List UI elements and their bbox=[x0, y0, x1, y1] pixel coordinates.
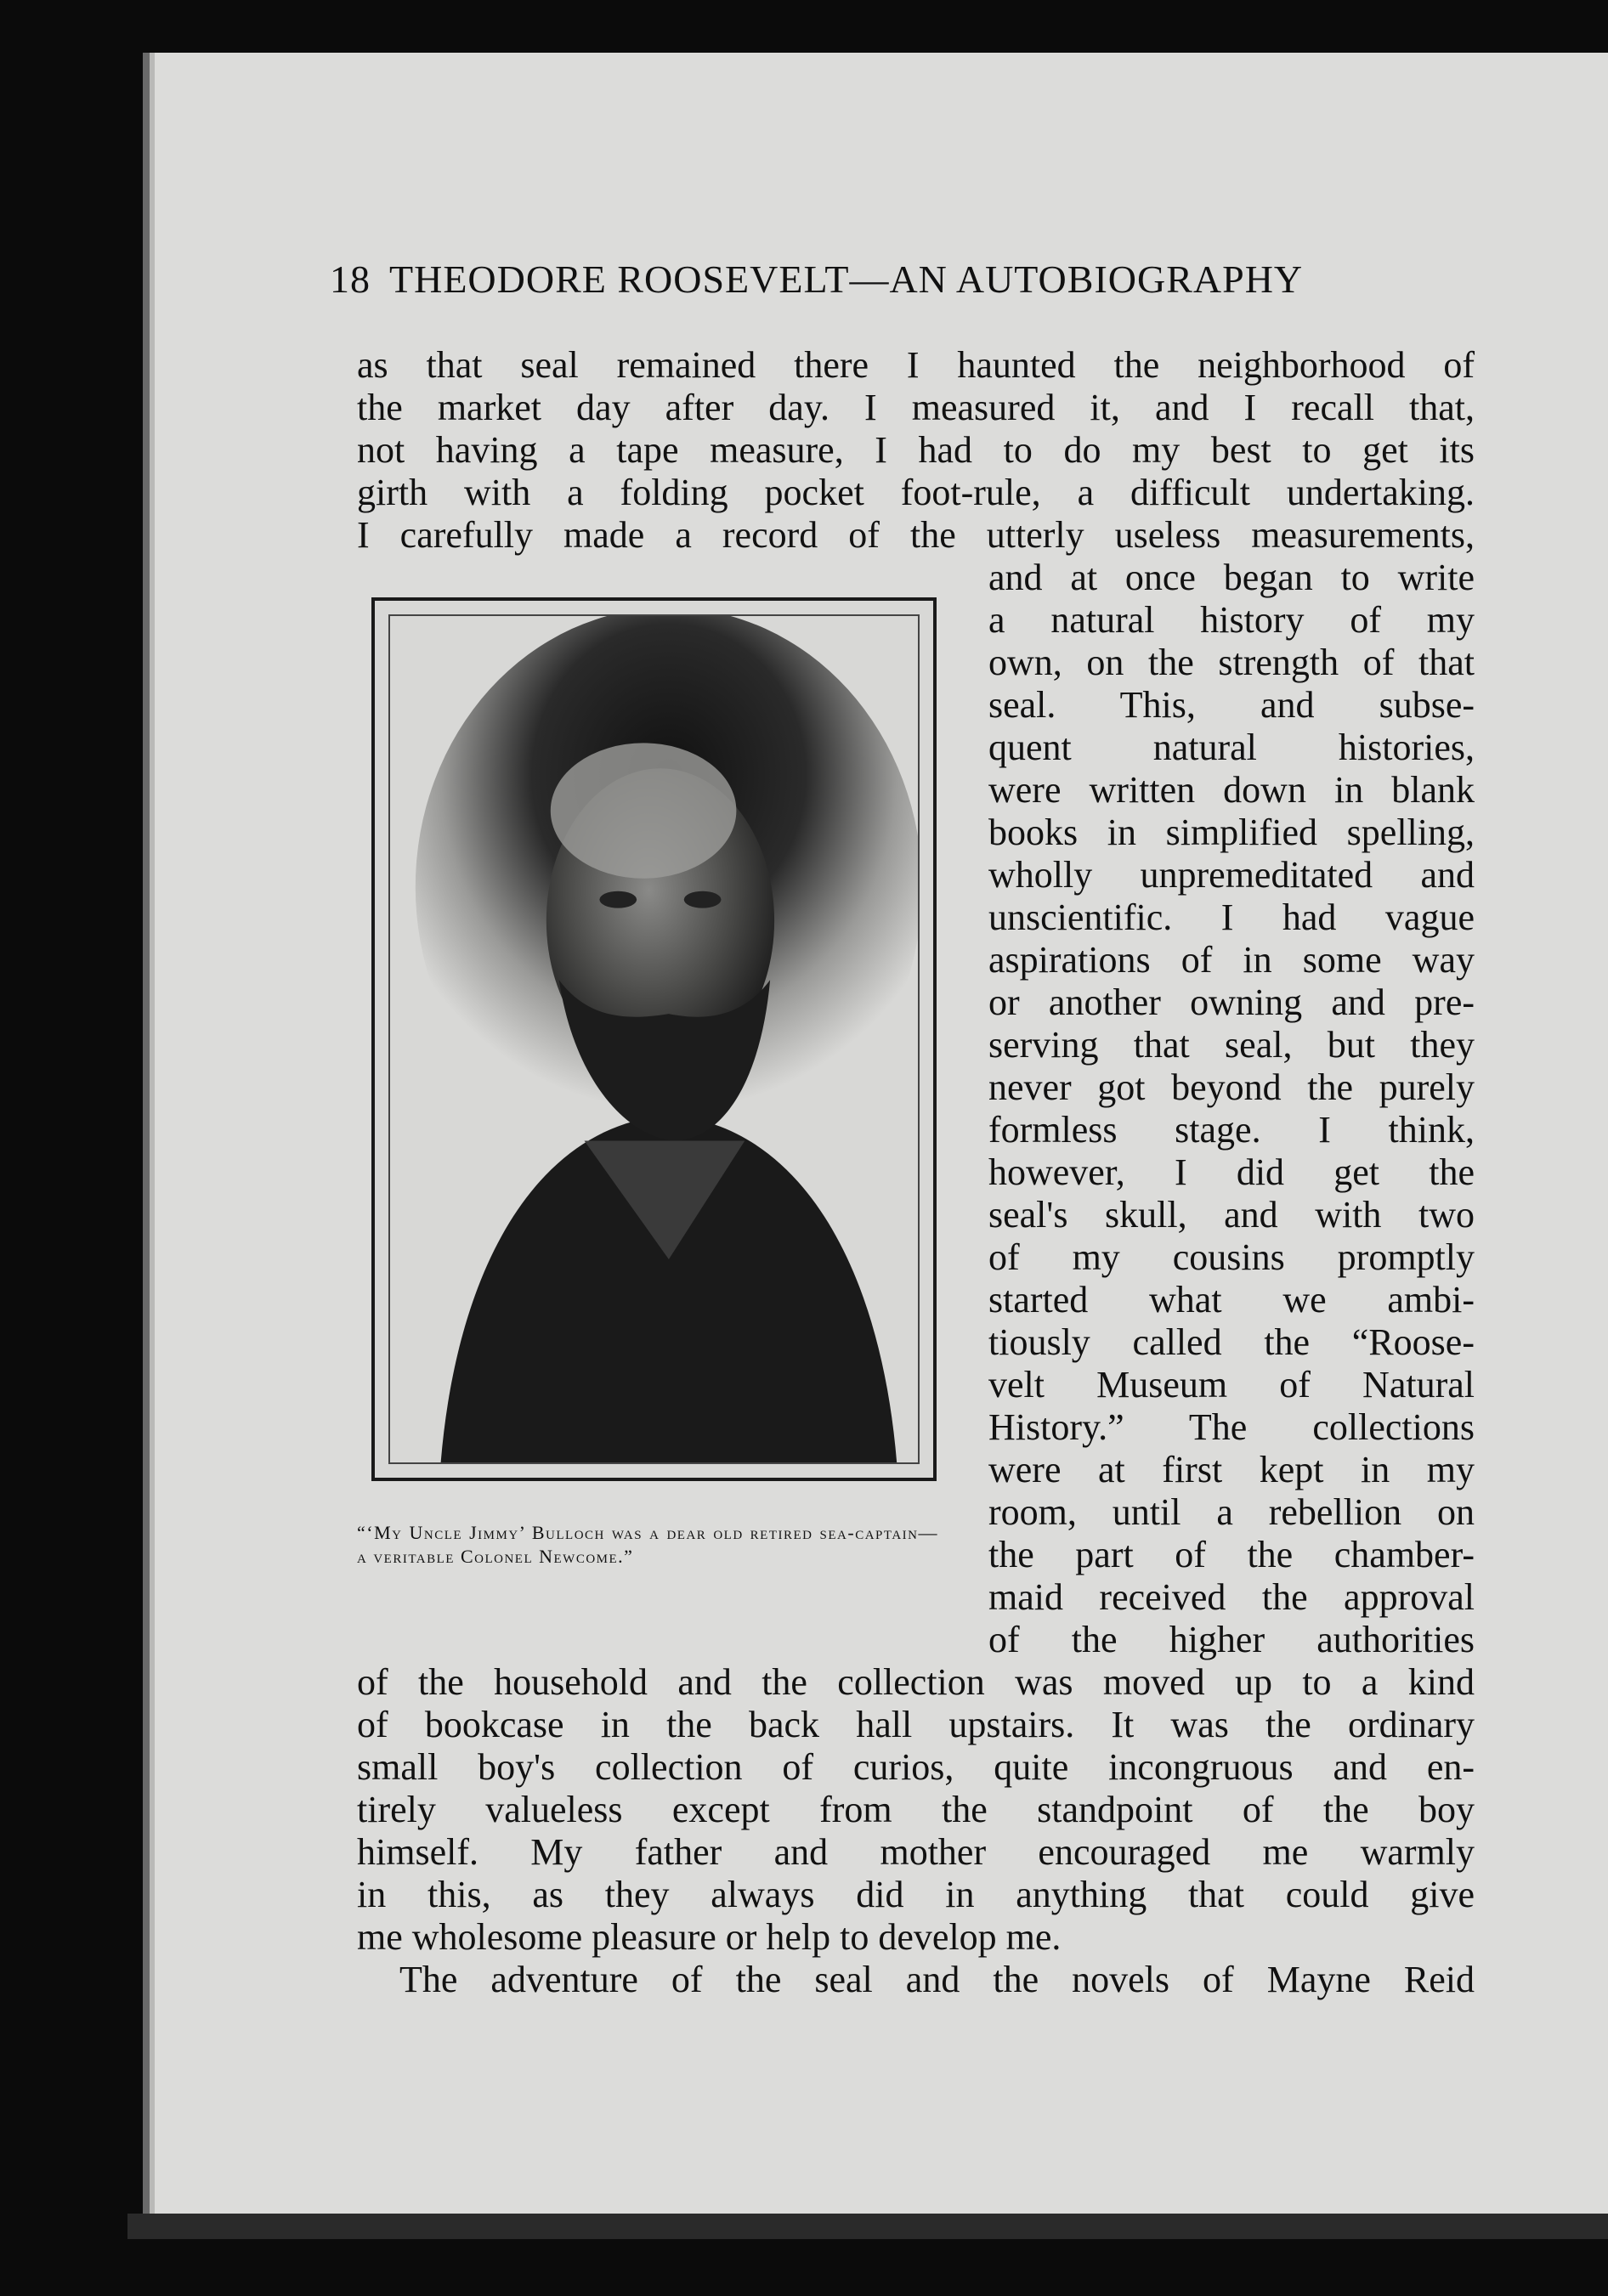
portrait-image bbox=[390, 616, 918, 1462]
body-line: himself. My father and mother encouraged me warmly bbox=[357, 1831, 1475, 1873]
body-line: seal's skull, and with two bbox=[988, 1194, 1475, 1236]
body-line: small boy's collection of curios, quite incongruous and en- bbox=[357, 1746, 1475, 1788]
body-line: velt Museum of Natural bbox=[988, 1364, 1475, 1405]
page-edge bbox=[127, 2214, 1608, 2239]
body-line: of my cousins promptly bbox=[988, 1236, 1475, 1278]
body-line: of bookcase in the back hall upstairs. It was the ordinary bbox=[357, 1704, 1475, 1745]
body-line: however, I did get the bbox=[988, 1151, 1475, 1193]
body-line: aspirations of in some way bbox=[988, 939, 1475, 981]
body-line: quent natural histories, bbox=[988, 727, 1475, 768]
paragraph-first-line: The adventure of the seal and the novels of Mayne Reid bbox=[399, 1959, 1475, 2000]
body-line: me wholesome pleasure or help to develop me. bbox=[357, 1916, 1062, 1958]
body-line: unscientific. I had vague bbox=[988, 896, 1475, 938]
body-line: seal. This, and subse- bbox=[988, 684, 1475, 726]
body-line: maid received the approval bbox=[988, 1576, 1475, 1618]
body-line: a natural history of my bbox=[988, 599, 1475, 641]
body-line: serving that seal, but they bbox=[988, 1024, 1475, 1066]
body-line: as that seal remained there I haunted the neighborhood of bbox=[357, 344, 1475, 386]
running-header bbox=[330, 257, 1482, 304]
body-line: not having a tape measure, I had to do my best to get its bbox=[357, 429, 1475, 471]
photo-caption: “‘My Uncle Jimmy’ Bulloch was a dear old retired sea-captain—a veritable Colonel Newcome.” bbox=[357, 1522, 938, 1567]
running-title: THEODORE ROOSEVELT—AN AUTOBIOGRAPHY bbox=[389, 257, 1304, 301]
body-line: were at first kept in my bbox=[988, 1449, 1475, 1490]
body-line: in this, as they always did in anything that could give bbox=[357, 1874, 1475, 1915]
page-number: 18 bbox=[330, 257, 371, 301]
body-line: tirely valueless except from the standpoint of the boy bbox=[357, 1789, 1475, 1830]
body-line: or another owning and pre- bbox=[988, 981, 1475, 1023]
portrait-photo bbox=[371, 597, 937, 1481]
body-line: own, on the strength of that bbox=[988, 642, 1475, 683]
body-line: books in simplified spelling, bbox=[988, 812, 1475, 853]
body-line: the part of the chamber- bbox=[988, 1534, 1475, 1575]
body-line: History.” The collections bbox=[988, 1406, 1475, 1448]
body-line: of the higher authorities bbox=[988, 1619, 1475, 1660]
body-line: never got beyond the purely bbox=[988, 1066, 1475, 1108]
body-line: the market day after day. I measured it, and I recall that, bbox=[357, 387, 1475, 428]
body-line: started what we ambi- bbox=[988, 1279, 1475, 1320]
body-line: room, until a rebellion on bbox=[988, 1491, 1475, 1533]
body-line: girth with a folding pocket foot-rule, a difficult undertaking. bbox=[357, 472, 1475, 513]
photo-inner-border bbox=[388, 614, 920, 1464]
body-line: and at once began to write bbox=[988, 557, 1475, 598]
body-line: wholly unpremeditated and bbox=[988, 854, 1475, 896]
body-line: formless stage. I think, bbox=[988, 1109, 1475, 1151]
body-line: of the household and the collection was moved up to a kind bbox=[357, 1661, 1475, 1703]
body-line: were written down in blank bbox=[988, 769, 1475, 811]
body-line: I carefully made a record of the utterly useless measurements, bbox=[357, 514, 1475, 556]
body-line: tiously called the “Roose- bbox=[988, 1321, 1475, 1363]
